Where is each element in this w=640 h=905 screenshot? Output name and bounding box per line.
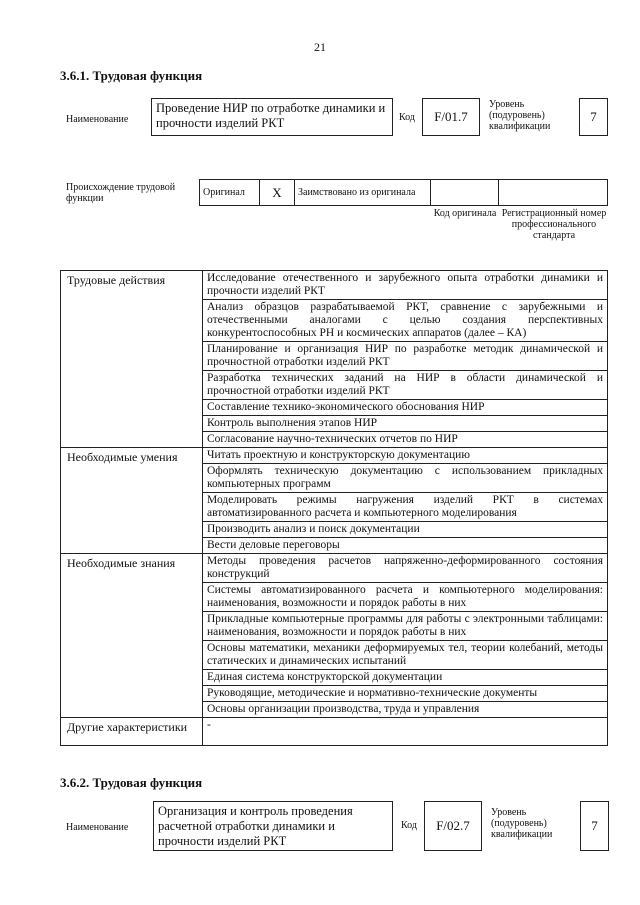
list-item: Планирование и организация НИР по разработке методик динамической и прочностной отработки изделий РКТ	[203, 342, 608, 371]
code-label-1: Код	[399, 112, 415, 123]
table-row	[61, 448, 608, 464]
labor-function-table	[60, 270, 608, 746]
name-value-box-1: Проведение НИР по отработке динамики и прочности изделий РКТ	[151, 98, 393, 136]
name-value-box-2: Организация и контроль проведения расчетной отработки динамики и прочности изделий РКТ	[153, 801, 393, 851]
list-item: Разработка технических заданий на НИР в области динамической и прочностной отработки изделий РКТ	[203, 371, 608, 400]
level-label-1: Уровень (подуровень) квалификации	[489, 99, 551, 132]
list-item: Анализ образцов разрабатываемой РКТ, сравнение с зарубежными и отечественными аналогами с целью создания перспективных конкурентоспособных РН и космических аппаратов (далее – КА)	[203, 300, 608, 342]
list-item: Основы организации производства, труда и управления	[203, 702, 608, 718]
list-item: Единая система конструкторской документации	[203, 670, 608, 686]
section-title-2: 3.6.2. Трудовая функция	[60, 775, 203, 790]
name-label-2: Наименование	[66, 822, 129, 833]
code-original-caption: Код оригинала	[433, 208, 497, 219]
borrowed-cell: Заимствовано из оригинала	[295, 180, 431, 206]
list-item: Вести деловые переговоры	[203, 538, 608, 554]
table-row	[61, 271, 608, 300]
code-label-2: Код	[401, 820, 417, 831]
list-item: Согласование научно-технических отчетов по НИР	[203, 432, 608, 448]
list-item: Читать проектную и конструкторскую документацию	[203, 448, 608, 464]
category-required-knowledge: Необходимые знания	[61, 554, 203, 718]
original-mark: X	[260, 180, 295, 206]
category-other-characteristics: Другие характеристики	[61, 718, 203, 746]
category-required-skills: Необходимые умения	[61, 448, 203, 554]
code-value-box-1: F/01.7	[422, 98, 480, 136]
list-item: Прикладные компьютерные программы для работы с электронными таблицами: наименования, возможности и порядок работы в них	[203, 612, 608, 641]
level-label-2: Уровень (подуровень) квалификации	[491, 807, 553, 840]
list-item: Руководящие, методические и нормативно-технические документы	[203, 686, 608, 702]
page-number: 21	[314, 40, 326, 54]
reg-number-cell	[499, 180, 608, 206]
list-item: Исследование отечественного и зарубежного опыта отработки динамики и прочности изделий РКТ	[203, 271, 608, 300]
list-item: Составление технико-экономического обоснования НИР	[203, 400, 608, 416]
section-title-1: 3.6.1. Трудовая функция	[60, 68, 203, 83]
code-original-cell	[431, 180, 499, 206]
list-item: Оформлять техническую документацию с использованием прикладных компьютерных программ	[203, 464, 608, 493]
name-label-1: Наименование	[66, 114, 129, 125]
level-value-box-1: 7	[579, 98, 608, 136]
reg-number-caption: Регистрационный номер профессионального стандарта	[501, 208, 607, 241]
origin-label: Происхождение трудовой функции	[66, 182, 176, 204]
code-value-box-2: F/02.7	[424, 801, 482, 851]
category-labor-actions: Трудовые действия	[61, 271, 203, 448]
list-item: Системы автоматизированного расчета и компьютерного моделирования: наименования, возможности и порядок работы в них	[203, 583, 608, 612]
list-item: Контроль выполнения этапов НИР	[203, 416, 608, 432]
table-row	[61, 554, 608, 583]
table-row	[61, 718, 608, 746]
list-item: Моделировать режимы нагружения изделий РКТ в системах автоматизированного расчета и компьютерного моделирования	[203, 493, 608, 522]
list-item: Производить анализ и поиск документации	[203, 522, 608, 538]
original-cell: Оригинал	[200, 180, 260, 206]
origin-table	[199, 179, 608, 206]
list-item: -	[203, 718, 608, 746]
list-item: Основы математики, механики деформируемых тел, теории колебаний, методы статических и динамических испытаний	[203, 641, 608, 670]
list-item: Методы проведения расчетов напряженно-деформированного состояния конструкций	[203, 554, 608, 583]
level-value-box-2: 7	[580, 801, 609, 851]
